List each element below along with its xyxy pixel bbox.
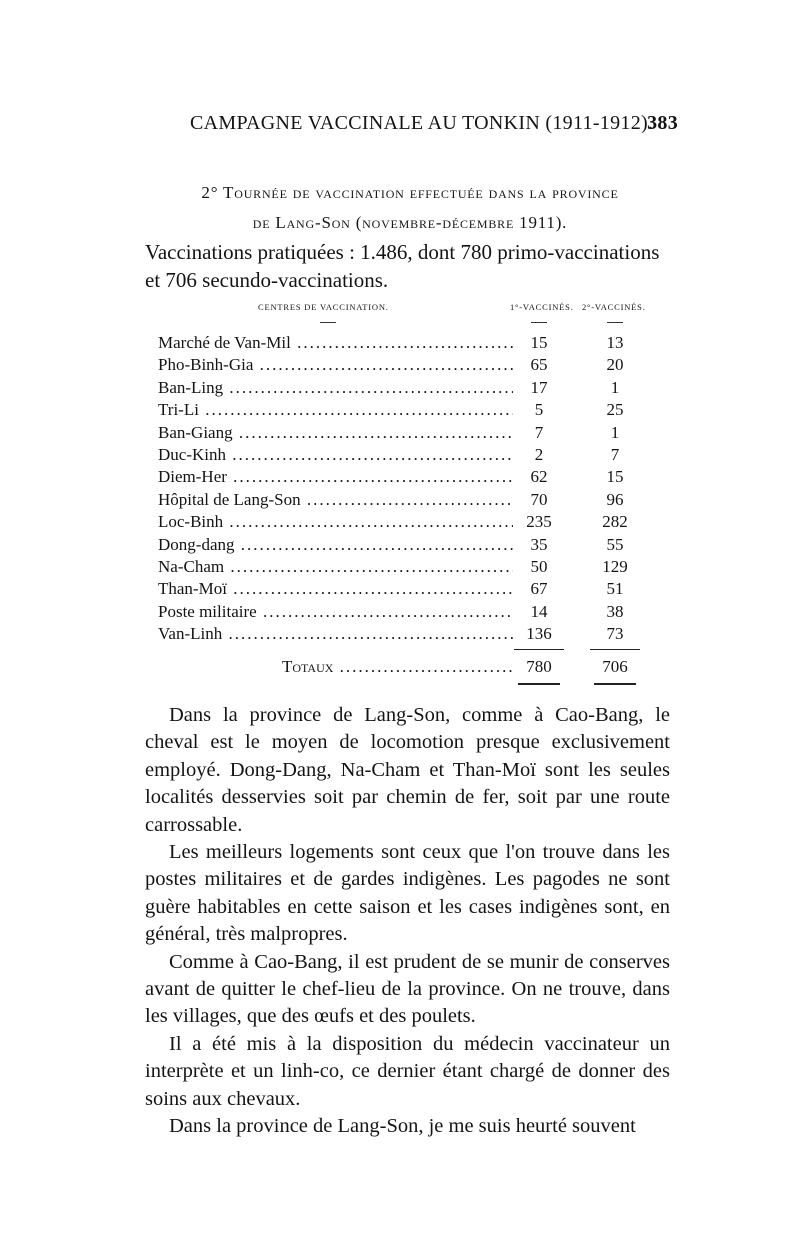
table-row	[158, 377, 658, 399]
table-row	[158, 444, 658, 466]
centre-name: Dong-dang .....	[158, 534, 513, 556]
centre-name: Ban-Giang .....	[158, 422, 513, 444]
secundo-count: 96	[606, 489, 624, 509]
secundo-count: 51	[606, 579, 624, 599]
table-row	[158, 466, 658, 488]
secundo-count: 73	[606, 624, 624, 644]
totals-underline	[158, 681, 658, 691]
primo-count: 14	[530, 601, 548, 621]
table-row	[158, 422, 658, 444]
centre-name: Ban-Ling .....	[158, 377, 513, 399]
primo-count: 5	[534, 400, 544, 420]
header-dash	[607, 322, 623, 323]
secundo-count: 55	[606, 534, 624, 554]
centre-name: Marché de Van-Mil .....	[158, 332, 513, 354]
centre-name: Loc-Binh .....	[158, 511, 513, 533]
table-row	[158, 601, 658, 623]
centre-name: Hôpital de Lang-Son .....	[158, 489, 513, 511]
table-row	[158, 399, 658, 421]
body-text	[145, 702, 670, 1141]
centre-name: Van-Linh .....	[158, 623, 513, 645]
table-row	[158, 534, 658, 556]
primo-count: 67	[530, 579, 548, 599]
section-title	[150, 178, 670, 238]
primo-count: 50	[530, 556, 548, 576]
totals-row	[158, 653, 658, 681]
table-row	[158, 623, 658, 645]
column-header-centres: CENTRES DE VACCINATION.	[258, 302, 389, 312]
secundo-count: 7	[610, 444, 620, 464]
primo-count: 2	[534, 444, 544, 464]
paragraph-provisions: Comme à Cao-Bang, il est prudent de se munir de conserves avant de quitter le chef-lieu de la province. On ne trouve, dans les villages, que des œufs et des poulets.	[145, 950, 670, 1028]
table-header	[158, 302, 658, 322]
secundo-count: 1	[610, 422, 620, 442]
column-header-primo: 1°-VACCINÉS.	[510, 302, 574, 312]
totals-label: Totaux .....	[282, 653, 512, 681]
primo-count: 65	[530, 355, 548, 375]
secundo-count: 38	[606, 601, 624, 621]
primo-count: 136	[526, 624, 552, 644]
centre-name: Na-Cham .....	[158, 556, 513, 578]
secundo-count: 15	[606, 467, 624, 487]
total-secundo: 706	[602, 657, 628, 677]
secundo-count: 20	[606, 355, 624, 375]
underline-primo	[518, 683, 560, 688]
intro-paragraph: Vaccinations pratiquées : 1.486, dont 780 primo-vaccinations et 706 secundo-vaccinations.	[145, 240, 660, 292]
primo-count: 17	[530, 377, 548, 397]
header-dash	[531, 322, 547, 323]
underline-secundo	[594, 683, 636, 688]
secundo-count: 1	[610, 377, 620, 397]
table-row	[158, 511, 658, 533]
primo-count: 235	[526, 512, 552, 532]
sum-rule-secundo	[590, 649, 640, 650]
header-dash	[320, 322, 336, 323]
primo-count: 35	[530, 534, 548, 554]
secundo-count: 13	[606, 333, 624, 352]
sum-rule-primo	[514, 649, 564, 650]
primo-count: 62	[530, 467, 548, 487]
table-row	[158, 578, 658, 600]
running-header	[190, 112, 678, 135]
primo-count: 7	[534, 422, 544, 442]
paragraph-staff: Il a été mis à la disposition du médecin vaccinateur un interprète et un linh-co, ce dernier étant chargé de donner des soins aux chevaux.	[145, 1032, 670, 1110]
column-header-secundo: 2°-VACCINÉS.	[582, 302, 646, 312]
vaccination-table	[158, 302, 658, 691]
centre-name: Diem-Her .....	[158, 466, 513, 488]
table-row	[158, 332, 658, 354]
table-body	[158, 332, 658, 645]
table-row	[158, 354, 658, 376]
section-title-line-1: 2° Tournée de vaccination effectuée dans la province	[201, 183, 619, 202]
primo-count: 15	[530, 333, 548, 352]
centre-name: Duc-Kinh .....	[158, 444, 513, 466]
section-title-line-2: de Lang-Son (novembre-décembre 1911).	[252, 213, 568, 232]
table-row	[158, 489, 658, 511]
centre-name: Tri-Li .....	[158, 399, 513, 421]
paragraph-lodging: Les meilleurs logements sont ceux que l'on trouve dans les postes militaires et de gardes indigènes. Les pagodes ne sont guère habitables en cette saison et les cases indigènes sont, en général, très malpropres.	[145, 841, 670, 946]
centre-name: Pho-Binh-Gia .....	[158, 354, 513, 376]
header-dashes	[158, 322, 658, 332]
primo-count: 70	[530, 489, 548, 509]
secundo-count: 282	[602, 512, 628, 532]
paragraph-transport: Dans la province de Lang-Son, comme à Cao-Bang, le cheval est le moyen de locomotion presque exclusivement employé. Dong-Dang, Na-Cham et Than-Moï sont les seules localités desservies soit par chemin de fer, soit par une route carrossable.	[145, 704, 670, 836]
centre-name: Poste militaire .....	[158, 601, 513, 623]
secundo-count: 129	[602, 556, 628, 576]
sum-rule	[158, 645, 658, 653]
total-primo: 780	[526, 657, 552, 677]
table-row	[158, 556, 658, 578]
paragraph-continued: Dans la province de Lang-Son, je me suis heurté souvent	[169, 1115, 636, 1138]
running-title: CAMPAGNE VACCINALE AU TONKIN (1911-1912).	[190, 112, 654, 134]
page-number: 383	[647, 112, 678, 134]
secundo-count: 25	[606, 400, 624, 420]
centre-name: Than-Moï .....	[158, 578, 513, 600]
